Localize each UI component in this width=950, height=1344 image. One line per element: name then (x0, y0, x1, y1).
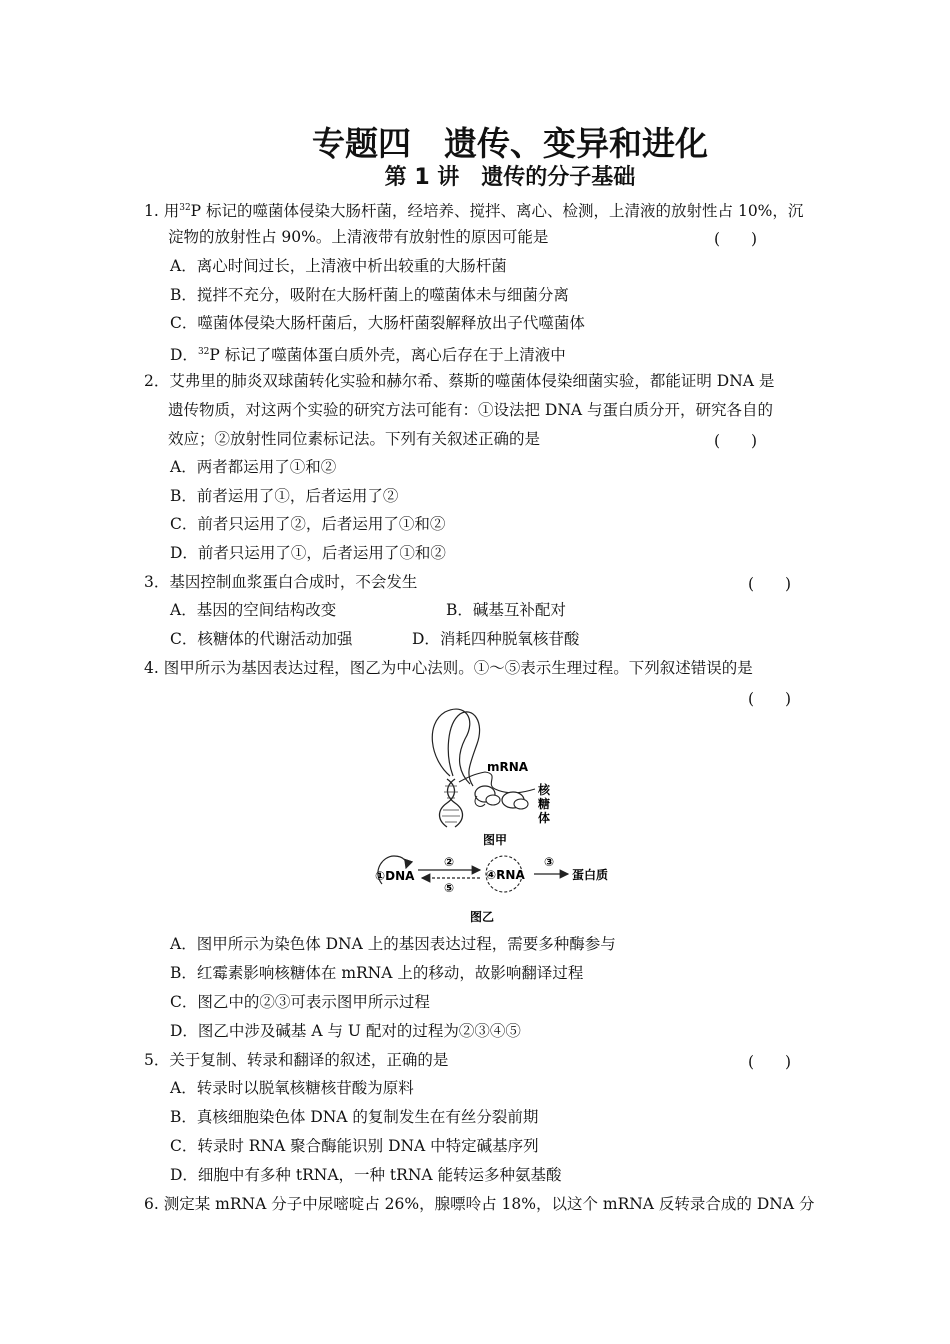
q5-option-a: A．转录时以脱氧核糖核苷酸为原料 (170, 1079, 414, 1097)
q3-option-b: B．碱基互补配对 (446, 601, 566, 619)
ribosome-label-2: 糖 (538, 797, 551, 811)
q5-option-d: D．细胞中有多种 tRNA，一种 tRNA 能转运多种氨基酸 (170, 1166, 562, 1184)
q2-stem-line1: 2．艾弗里的肺炎双球菌转化实验和赫尔希、蔡斯的噬菌体侵染细菌实验，都能证明 DNA 是 (144, 372, 775, 390)
q3-answer-bracket: ( ) (748, 575, 792, 593)
process-3-label: ③ (544, 855, 555, 869)
process-2-label: ② (444, 855, 455, 869)
q3-stem: 3．基因控制血浆蛋白合成时，不会发生 (144, 573, 418, 591)
mrna-label: mRNA (487, 760, 529, 774)
q3-option-c: C．核糖体的代谢活动加强 (170, 630, 353, 648)
q1-stem-line2: 淀物的放射性占 90%。上清液带有放射性的原因可能是 (168, 228, 549, 246)
ribosome-label-3: 体 (538, 811, 551, 825)
q4-option-d: D．图乙中涉及碱基 A 与 U 配对的过程为②③④⑤ (170, 1022, 521, 1040)
q5-answer-bracket: ( ) (748, 1053, 792, 1071)
q3-option-a: A．基因的空间结构改变 (170, 601, 337, 619)
q2-option-c: C．前者只运用了②，后者运用了①和② (170, 515, 446, 533)
q5-option-b: B．真核细胞染色体 DNA 的复制发生在有丝分裂前期 (170, 1108, 539, 1126)
q2-stem-line3: 效应；②放射性同位素标记法。下列有关叙述正确的是 (168, 430, 541, 448)
q1-option-c: C．噬菌体侵染大肠杆菌后，大肠杆菌裂解释放出子代噬菌体 (170, 314, 585, 332)
q1-option-d: D．$^{32}$P 标记了噬菌体蛋白质外壳，离心后存在于上清液中 (170, 346, 566, 364)
q4-option-a: A．图甲所示为染色体 DNA 上的基因表达过程，需要多种酶参与 (170, 935, 616, 953)
q2-option-b: B．前者运用了①，后者运用了② (170, 487, 399, 505)
figure-yi-central-dogma (368, 846, 618, 926)
q4-answer-bracket: ( ) (748, 690, 792, 708)
figure-jia-gene-expression (425, 704, 565, 852)
q2-stem-line2: 遗传物质，对这两个实验的研究方法可能有：①设法把 DNA 与蛋白质分开，研究各自的 (168, 401, 774, 419)
q2-option-d: D．前者只运用了①，后者运用了①和② (170, 544, 446, 562)
q4-option-c: C．图乙中的②③可表示图甲所示过程 (170, 993, 430, 1011)
q5-option-c: C．转录时 RNA 聚合酶能识别 DNA 中特定碱基序列 (170, 1137, 539, 1155)
process-5-label: ⑤ (444, 881, 455, 895)
q4-stem: 4. 图甲所示为基因表达过程，图乙为中心法则。①～⑤表示生理过程。下列叙述错误的是 (144, 659, 753, 677)
page-title: 专题四 遗传、变异和进化 (312, 124, 708, 163)
q1-option-b: B．搅拌不充分，吸附在大肠杆菌上的噬菌体未与细菌分离 (170, 286, 569, 304)
q1-option-a: A．离心时间过长，上清液中析出较重的大肠杆菌 (170, 257, 507, 275)
q2-answer-bracket: ( ) (714, 432, 758, 450)
q5-stem: 5．关于复制、转录和翻译的叙述，正确的是 (144, 1051, 449, 1069)
node-rna: ④RNA (486, 868, 525, 882)
page-subtitle: 第 1 讲 遗传的分子基础 (384, 165, 636, 190)
q6-stem: 6. 测定某 mRNA 分子中尿嘧啶占 26%，腺嘌呤占 18%，以这个 mRNA 反转录合成的 DNA 分 (144, 1195, 815, 1213)
chromatin-loop (432, 709, 470, 784)
q3-option-d: D．消耗四种脱氧核苷酸 (412, 630, 580, 648)
q2-option-a: A．两者都运用了①和② (170, 458, 337, 476)
node-protein: 蛋白质 (572, 868, 609, 882)
figure-jia-caption: 图甲 (483, 833, 508, 847)
figure-yi-caption: 图乙 (470, 910, 495, 924)
q1-answer-bracket: ( ) (714, 230, 758, 248)
ribosome-label-1: 核 (538, 783, 551, 797)
q1-stem-line1: 1. 用$^{32}$P 标记的噬菌体侵染大肠杆菌，经培养、搅拌、离心、检测，上清液的放射性占 10%，沉 (144, 202, 804, 220)
q4-option-b: B．红霉素影响核糖体在 mRNA 上的移动，故影响翻译过程 (170, 964, 584, 982)
node-dna: ①DNA (375, 869, 415, 883)
